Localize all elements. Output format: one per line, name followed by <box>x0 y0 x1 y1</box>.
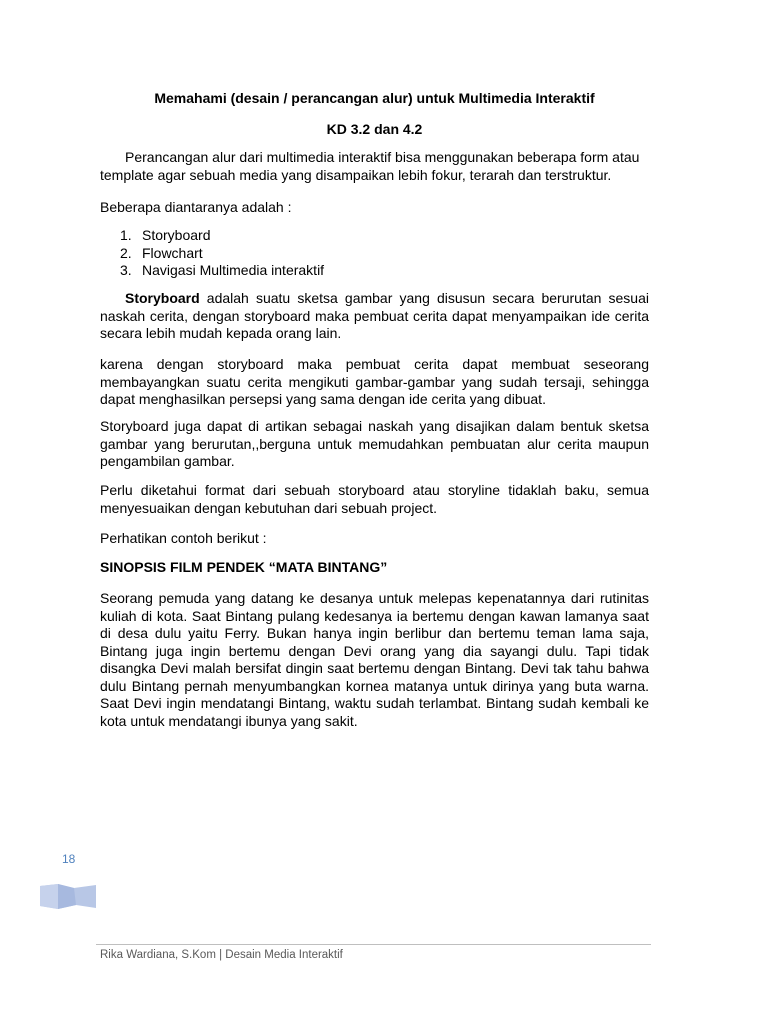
list-item <box>120 262 324 280</box>
storyboard-meaning-paragraph: Storyboard juga dapat di artikan sebagai naskah yang disajikan dalam bentuk sketsa gambar yang berurutan,,berguna untuk memudahkan pembuatan alur cerita maupun pengambilan gambar. <box>100 418 649 469</box>
page-footer: Rika Wardiana, S.Kom | Desain Media Interaktif <box>100 949 343 961</box>
list-item <box>120 227 324 245</box>
list-item-label: Flowchart <box>142 244 203 261</box>
footer-divider <box>96 944 651 945</box>
example-intro-paragraph: Perhatikan contoh berikut : <box>100 530 267 546</box>
list-item-label: Navigasi Multimedia interaktif <box>142 262 325 278</box>
synopsis-heading: SINOPSIS FILM PENDEK “MATA BINTANG” <box>100 559 388 575</box>
numbered-list <box>120 227 324 280</box>
list-item-label: Storyboard <box>142 227 211 243</box>
page-decoration-icon <box>40 882 96 910</box>
synopsis-paragraph: Seorang pemuda yang datang ke desanya untuk melepas kepenatannya dari rutinitas kuliah di kota. Saat Bintang pulang kedesanya ia bertemu dengan kawan lamanya saat di desa dulu yaitu Ferry. Bukan hanya ingin berlibur dan bertemu teman lama saja, Bintang juga ingin bertemu dengan Devi orang yang dia sayangi dulu. Tapi tidak disangka Devi malah bersifat dingin saat bertemu dengan Bintang. Devi tak tahu bahwa dulu Bintang pernah menyumbangkan kornea matanya untuk dirinya yang buta warna. Saat Devi ingin mendatangi Bintang, waktu sudah terlambat. Bintang sudah kembali ke kota untuk mendatangi ibunya yang sakit. <box>100 590 649 729</box>
page-number: 18 <box>62 852 76 866</box>
storyboard-term: Storyboard <box>125 290 200 306</box>
storyboard-definition: adalah suatu sketsa gambar yang disusun secara berurutan sesuai naskah cerita, dengan storyboard maka pembuat cerita dapat menyampaikan ide cerita secara lebih mudah kepada orang lain. <box>100 290 649 341</box>
storyboard-definition-paragraph <box>100 290 649 343</box>
list-number: 3. <box>120 262 132 278</box>
list-number: 1. <box>120 227 132 243</box>
page-title: Memahami (desain / perancangan alur) untuk Multimedia Interaktif <box>154 90 595 106</box>
page-subtitle: KD 3.2 dan 4.2 <box>326 121 423 137</box>
format-paragraph: Perlu diketahui format dari sebuah storyboard atau storyline tidaklah baku, semua menyesuaikan dengan kebutuhan dari sebuah project. <box>100 482 649 516</box>
list-number: 2. <box>120 244 132 261</box>
list-intro: Beberapa diantaranya adalah : <box>100 199 292 215</box>
intro-paragraph: Perancangan alur dari multimedia interaktif bisa menggunakan beberapa form atau template agar sebuah media yang disampaikan lebih fokur, terarah dan terstruktur. <box>100 149 640 183</box>
list-item <box>120 245 324 263</box>
karena-paragraph: karena dengan storyboard maka pembuat cerita dapat membuat seseorang membayangkan suatu cerita mengikuti gambar-gambar yang sudah tersaji, sehingga dapat menghasilkan persepsi yang sama dengan ide cerita yang dibuat. <box>100 356 649 407</box>
